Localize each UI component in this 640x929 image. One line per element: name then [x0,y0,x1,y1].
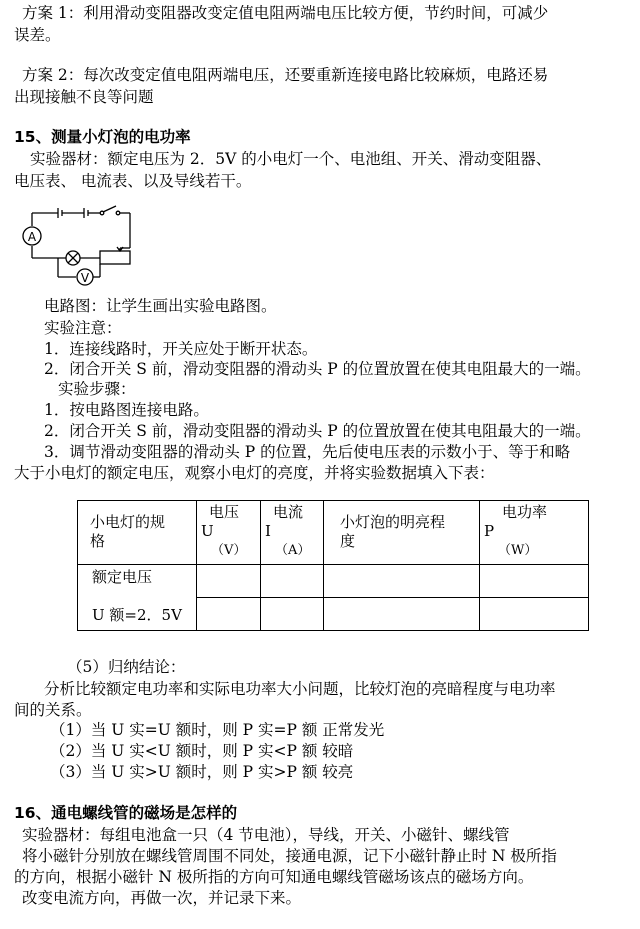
conclusion-2: （2）当 U 实<U 额时，则 P 实<P 额 较暗 [50,742,354,760]
table-header-row [78,501,589,565]
step-3-line1: 3．调节滑动变阻器的滑动头 P 的位置，先后使电压表的示数小于、等于和略 [44,443,571,461]
step-1: 1．按电路图连接电路。 [44,401,209,419]
conclusion-title: （5）归纳结论： [67,658,186,676]
conclusion-line2: 间的关系。 [14,701,92,719]
equipment-line1: 实验器材：额定电压为 2．5V 的小电灯一个、电池组、开关、滑动变阻器、 [30,150,552,168]
conclusion-line1: 分析比较额定电功率和实际电功率大小问题，比较灯泡的亮暗程度与电功率 [44,680,556,698]
plan1-line1: 方案 1：利用滑动变阻器改变定值电阻两端电压比较方便，节约时间，可减少 [22,4,549,22]
header-current: 电流 I （A） [265,503,311,558]
plan1-line2: 误差。 [14,26,61,44]
section15-title: 15、测量小灯泡的电功率 [14,128,191,146]
section16-p1-line2: 的方向，根据小磁针 N 极所指的方向可知通电螺线管磁场该点的磁场方向。 [14,868,534,886]
step-2: 2．闭合开关 S 前，滑动变阻器的滑动头 P 的位置放置在使其电阻最大的一端。 [44,422,591,440]
plan2-line1: 方案 2：每次改变定值电阻两端电压，还要重新连接电路比较麻烦，电路还易 [22,66,549,84]
notes-title: 实验注意： [44,319,122,337]
step-3-line2: 大于小电灯的额定电压，观察小电灯的亮度，并将实验数据填入下表： [14,464,495,482]
header-power: 电功率 P （W） [484,503,548,558]
section16-equipment: 实验器材：每组电池盒一只（4 节电池），导线，开关、小磁针、螺线管 [22,826,510,844]
row-label: 额定电压 U 额=2．5V [92,568,182,624]
voltmeter-label: V [80,271,90,285]
section16-p2: 改变电流方向，再做一次，并记录下来。 [22,889,302,907]
section16-p1-line1: 将小磁针分别放在螺线管周围不同处，接通电源，记下小磁针静止时 N 极所指 [22,847,557,865]
data-table [77,500,589,631]
note-1: 1．连接线路时，开关应处于断开状态。 [44,340,318,358]
equipment-line2: 电压表、 电流表、以及导线若干。 [14,172,252,190]
header-spec: 小电灯的规 格 [90,513,166,550]
circuit-diagram [18,203,143,288]
section16-title: 16、通电螺线管的磁场是怎样的 [14,804,238,822]
conclusion-3: （3）当 U 实>U 额时，则 P 实>P 额 较亮 [50,763,354,781]
ammeter-label: A [27,230,37,244]
header-brightness: 小灯泡的明亮程 度 [340,513,446,550]
diagram-note: 电路图：让学生画出实验电路图。 [44,297,277,315]
header-voltage: 电压 U （V） [201,503,247,558]
note-2: 2．闭合开关 S 前，滑动变阻器的滑动头 P 的位置放置在使其电阻最大的一端。 [44,360,591,378]
plan2-line2: 出现接触不良等问题 [14,88,154,106]
conclusion-1: （1）当 U 实=U 额时，则 P 实=P 额 正常发光 [50,721,385,739]
steps-title: 实验步骤： [58,380,136,398]
table-row [78,565,589,598]
